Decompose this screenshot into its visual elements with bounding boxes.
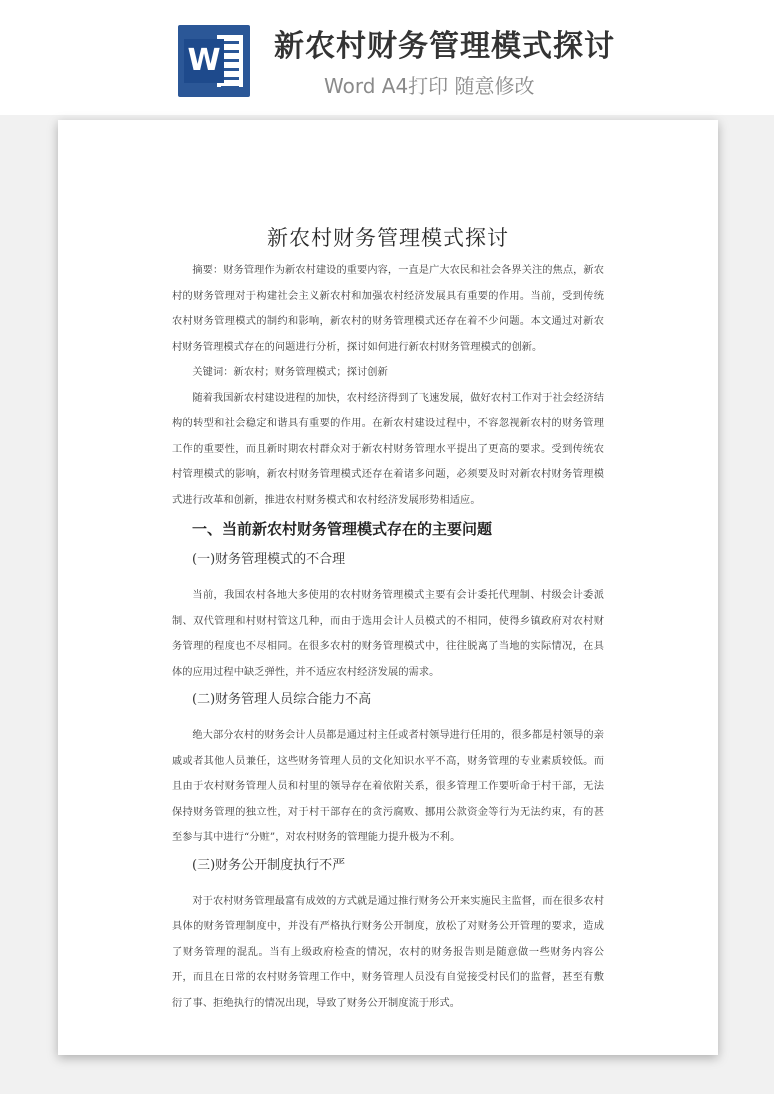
subsection-paragraph-3: 对于农村财务管理最富有成效的方式就是通过推行财务公开来实施民主监督，而在很多农村具体的财务管理制度中，并没有严格执行财务公开制度，放松了对财务公开管理的要求，造成了财务管理的混乱。当有上级政府检查的情况，农村的财务报告则是随意做一些财务内容公开，而且在日常的农村财务管理工作中，财务管理人员没有自觉接受村民们的监督，甚至有敷衍了事、拒绝执行的情况出现，导致了财务公开制度流于形式。 xyxy=(172,895,604,1009)
banner-title: 新农村财务管理模式探讨 xyxy=(274,29,615,64)
subsection-paragraph-1: 当前，我国农村各地大多使用的农村财务管理模式主要有会计委托代理制、村级会计委派制、双代管理和村财村管这几种，而由于选用会计人员模式的不相同，使得乡镇政府对农村财务管理的程度也不尽相同。在很多农村的财务管理模式中，往往脱离了当地的实际情况，在具体的应用过程中缺乏弹性，并不适应农村经济发展的需求。 xyxy=(172,590,604,678)
subsection-paragraph-2: 绝大部分农村的财务会计人员都是通过村主任或者村领导进行任用的，很多都是村领导的亲戚或者其他人员兼任，这些财务管理人员的文化知识水平不高，财务管理的专业素质较低。而且由于农村财务管理人员和村里的领导存在着依附关系，很多管理工作要听命于村干部，无法保持财务管理的独立性，对于村干部存在的贪污腐败、挪用公款资金等行为无法约束，有的甚至参与其中进行“分赃”，对农村财务的管理能力提升极为不利。 xyxy=(172,730,604,843)
subsection-heading-1: (一)财务管理模式的不合理 xyxy=(192,552,346,567)
subsection-heading-2: (二)财务管理人员综合能力不高 xyxy=(192,692,372,707)
abstract-paragraph: 摘要：财务管理作为新农村建设的重要内容，一直是广大农民和社会各界关注的焦点，新农村的财务管理对于构建社会主义新农村和加强农村经济发展具有重要的作用。当前，受到传统农村财务管理模式的制约和影响，新农村的财务管理模式还存在着不少问题。本文通过对新农村财务管理模式存在的问题进行分析，探讨如何进行新农村财务管理模式的创新。 xyxy=(172,265,604,353)
header-banner xyxy=(0,0,774,115)
keywords-line: 关键词：新农村；财务管理模式；探讨创新 xyxy=(192,367,388,378)
banner-subtitle: Word A4打印 随意修改 xyxy=(324,74,535,98)
word-logo-icon xyxy=(178,25,250,97)
subsection-heading-3: (三)财务公开制度执行不严 xyxy=(192,857,346,873)
section-heading-1: 一、当前新农村财务管理模式存在的主要问题 xyxy=(192,520,493,538)
intro-paragraph: 随着我国新农村建设进程的加快，农村经济得到了飞速发展，做好农村工作对于社会经济结构的转型和社会稳定和谐具有重要的作用。在新农村建设过程中，不容忽视新农村的财务管理工作的重要性，而且新时期农村群众对于新农村财务管理水平提出了更高的要求。受到传统农村管理模式的影响，新农村财务管理模式还存在着诸多问题，必须要及时对新农村财务管理模式进行改革和创新，推进农村财务模式和农村经济发展形势相适应。 xyxy=(172,392,604,506)
document-page xyxy=(58,120,718,1055)
logo-letter: W xyxy=(184,39,224,83)
document-body xyxy=(172,224,604,1016)
document-title: 新农村财务管理模式探讨 xyxy=(267,226,509,250)
